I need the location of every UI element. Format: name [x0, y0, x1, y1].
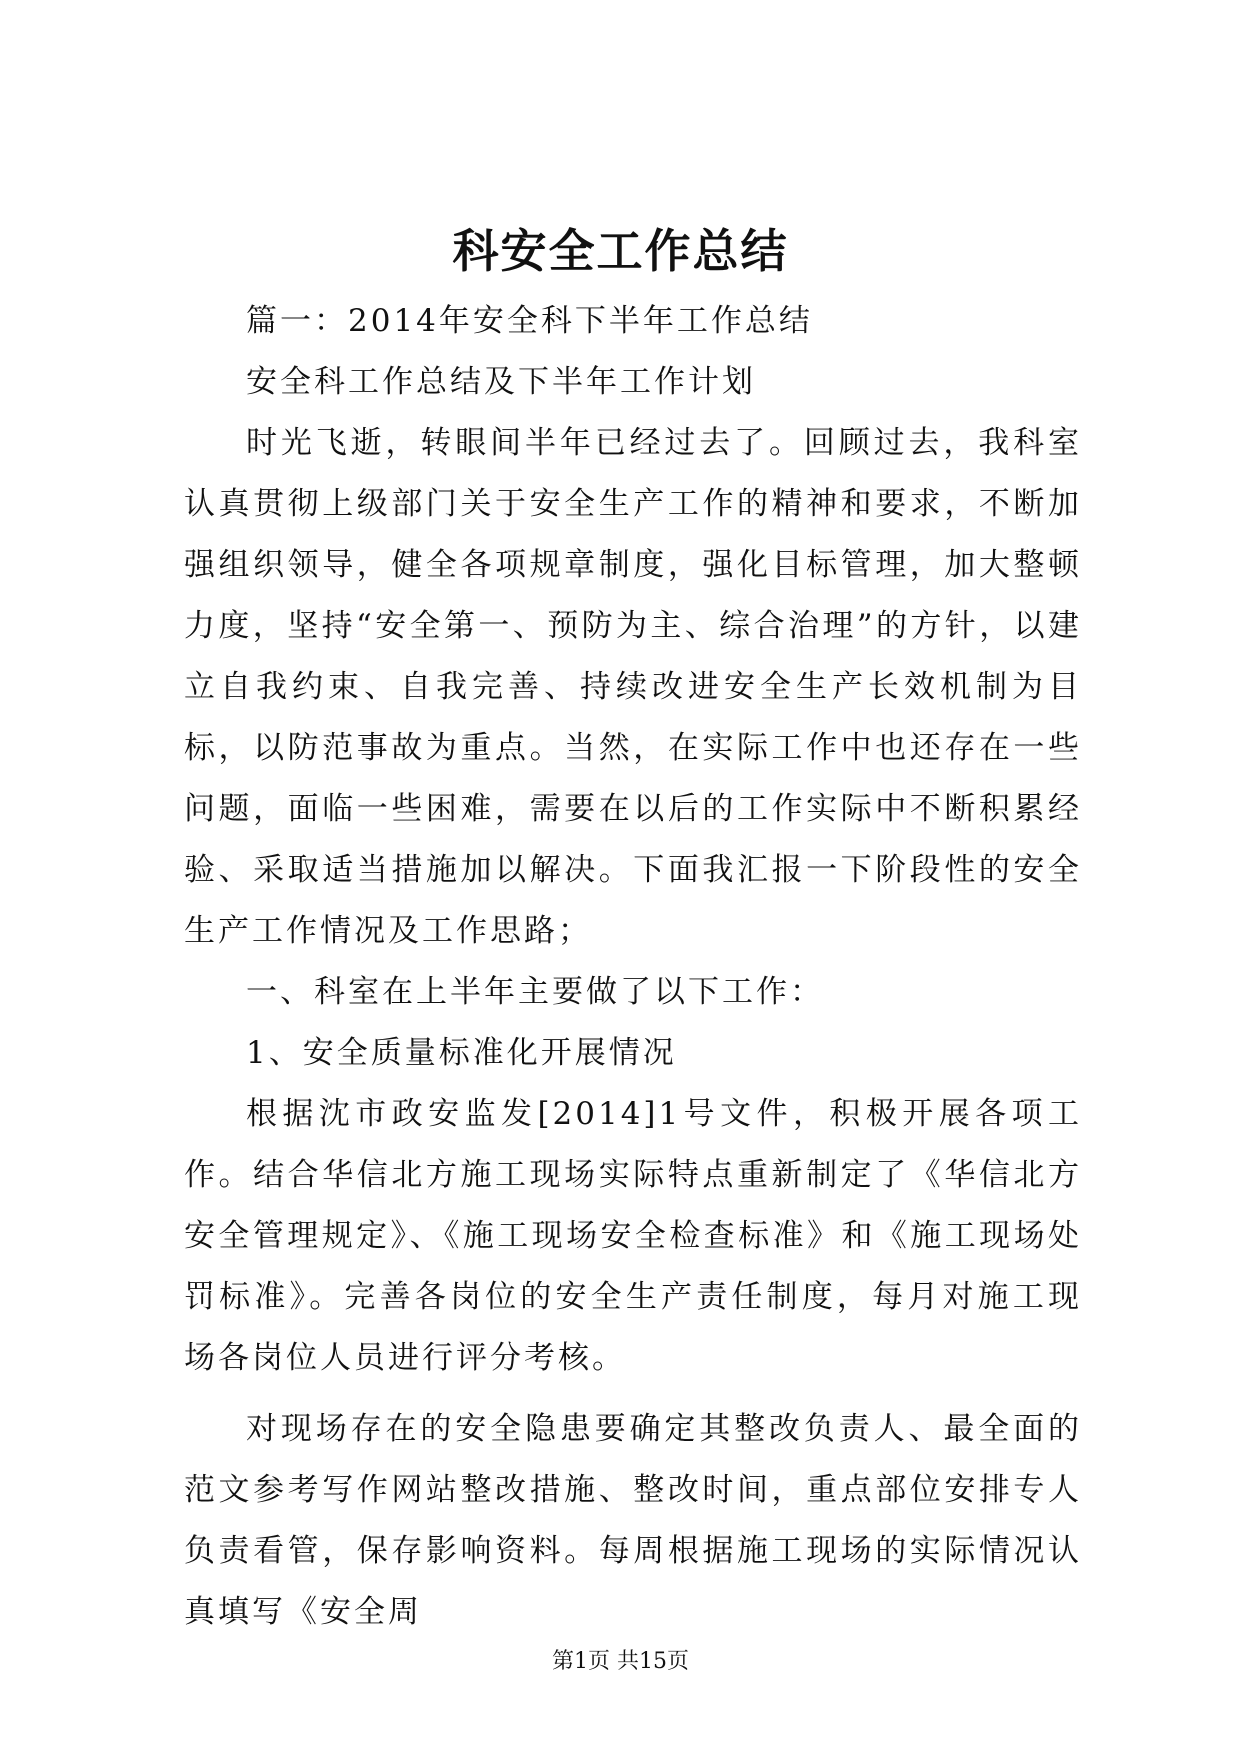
body-paragraph: 对现场存在的安全隐患要确定其整改负责人、最全面的范文参考写作网站整改措施、整改时间，重点部位安排专人负责看管，保存影响资料。每周根据施工现场的实际情况认真填写《安全周 [184, 1411, 1082, 1630]
body-paragraph: 时光飞逝，转眼间半年已经过去了。回顾过去，我科室认真贯彻上级部门关于安全生产工作的精神和要求，不断加强组织领导，健全各项规章制度，强化目标管理，加大整顿力度，坚持“安全第一、预防为主、综合治理”的方针，以建立自我约束、自我完善、持续改进安全生产长效机制为目标，以防范事故为重点。当然，在实际工作中也还存在一些问题，面临一些困难，需要在以后的工作实际中不断积累经验、采取适当措施加以解决。下面我汇报一下阶段性的安全生产工作情况及工作思路； [184, 425, 1082, 949]
body-paragraph: 根据沈市政安监发[2014]1号文件，积极开展各项工作。结合华信北方施工现场实际特点重新制定了《华信北方安全管理规定》、《施工现场安全检查标准》和《施工现场处罚标准》。完善各岗位的安全生产责任制度，每月对施工现场各岗位人员进行评分考核。 [184, 1096, 1082, 1376]
document-body [184, 291, 1082, 1643]
document-title: 科安全工作总结 [452, 224, 789, 278]
list-item-heading: 1、安全质量标准化开展情况 [246, 1035, 677, 1071]
section-heading: 篇一：2014年安全科下半年工作总结 [246, 303, 813, 339]
subtitle-paragraph: 安全科工作总结及下半年工作计划 [246, 364, 756, 400]
list-heading: 一、科室在上半年主要做了以下工作： [246, 974, 824, 1010]
page-number-footer: 第1页 共15页 [552, 1649, 689, 1674]
